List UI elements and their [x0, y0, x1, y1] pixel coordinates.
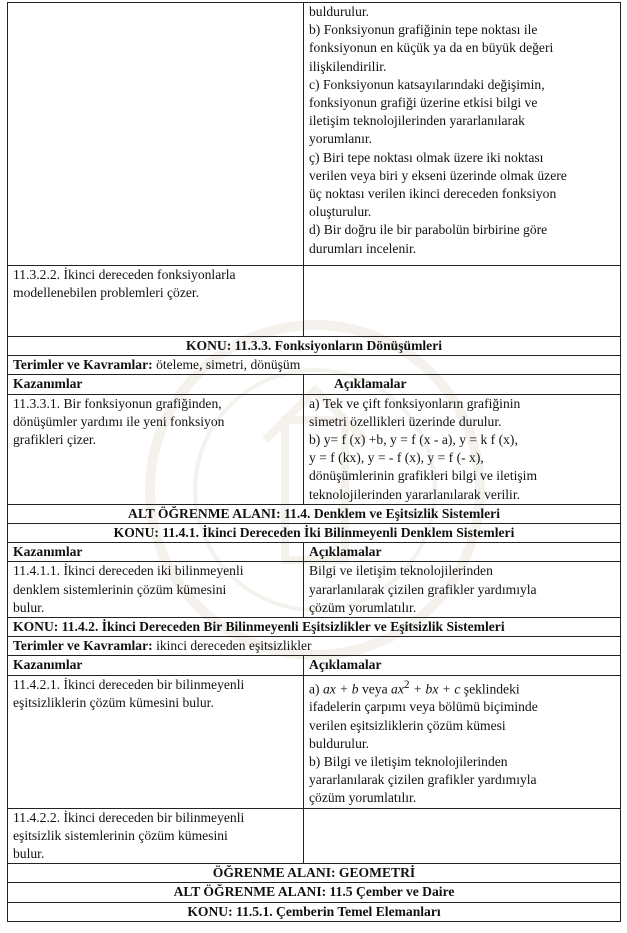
- outcome-row-11422: [8, 808, 621, 864]
- learning-area-geometry: ÖĞRENME ALANI: GEOMETRİ: [8, 864, 621, 883]
- header-kazanimlar: Kazanımlar: [8, 543, 304, 562]
- terms-row-1133: Terimler ve Kavramlar: öteleme, simetri, dönüşüm: [8, 356, 621, 375]
- outcome-11411: 11.4.1.1. İkinci dereceden iki bilinmeyenli denklem sistemlerinin çözüm kümesini bulur.: [8, 562, 304, 618]
- curriculum-table: [7, 2, 621, 922]
- intro-explanations: buldurulur. b) Fonksiyonun grafiğinin tepe noktası ile fonksiyonun en küçük ya da en büyük değeri ilişkilendirilir. c) Fonksiyonun katsayılarındaki değişimin, fonksiyonun grafiği üzerine etkisi bilgi ve iletişim teknolojilerinden yararlanılarak yorumlanır. ç) Biri tepe noktası olmak üzere iki noktası verilen veya biri y ekseni üzerinde olmak üzere üç noktası verilen ikinci dereceden fonksiyon oluşturulur. d) Bir doğru ile bir parabolün birbirine göre durumları incelenir.: [304, 3, 621, 266]
- outcome-11421: 11.4.2.1. İkinci dereceden bir bilinmeyenli eşitsizliklerin çözüm kümesini bulur.: [8, 675, 304, 808]
- outcome-11422: 11.4.2.2. İkinci dereceden bir bilinmeyenli eşitsizlik sistemlerinin çözüm kümesini bulur.: [8, 808, 304, 864]
- header-aciklamalar: Açıklamalar: [304, 543, 621, 562]
- topic-heading-1142: KONU: 11.4.2. İkinci Dereceden Bir Bilinmeyenli Eşitsizlikler ve Eşitsizlik Sistemleri: [8, 618, 621, 637]
- header-aciklamalar: Açıklamalar: [304, 656, 621, 675]
- formula-line: a) ax + b veya $ax^2$ + bx + c şeklindeki: [309, 678, 520, 697]
- topic-heading-1141: KONU: 11.4.1. İkinci Dereceden İki Bilinmeyenli Denklem Sistemleri: [8, 524, 621, 543]
- outcome-row-11411: [8, 562, 621, 618]
- outcome-11322: 11.3.2.2. İkinci dereceden fonksiyonlarla modellenebilen problemleri çözer.: [8, 266, 304, 337]
- topic-heading-1133: KONU: 11.3.3. Fonksiyonların Dönüşümleri: [8, 337, 621, 356]
- explanation-11331: a) Tek ve çift fonksiyonların grafiğinin simetri özellikleri üzerinde durulur. b) y= f (x) +b, y = f (x - a), y = k f (x), y = f (kx), y = - f (x), y = f (- x), dönüşümlerinin grafikleri bilgi ve iletişim teknolojilerinden yararlanılarak verilir.: [304, 394, 621, 504]
- header-aciklamalar: Açıklamalar: [304, 375, 621, 394]
- explanation-11411: Bilgi ve iletişim teknolojilerinden yararlanılarak çizilen grafikler yardımıyla çözüm yorumlatılır.: [304, 562, 621, 618]
- explanation-11421: a) ax + b veya $ax^2$ + bx + c şeklindeki ifadelerin çarpımı veya bölümü biçiminde verilen eşitsizliklerin çözüm kümesi buldurulur. b) Bilgi ve iletişim teknolojilerinden yararlanılarak çizilen grafikler yardımıyla çözüm yorumlatılır.: [304, 675, 621, 808]
- intro-row: [8, 3, 621, 266]
- sub-learning-area-115: ALT ÖĞRENME ALANI: 11.5 Çember ve Daire: [8, 883, 621, 902]
- outcome-row-11322: [8, 266, 621, 337]
- sub-learning-area-114: ALT ÖĞRENME ALANI: 11.4. Denklem ve Eşitsizlik Sistemleri: [8, 504, 621, 523]
- outcome-row-11331: [8, 394, 621, 504]
- outcome-11331: 11.3.3.1. Bir fonksiyonun grafiğinden, dönüşümler yardımı ile yeni fonksiyon grafikleri çizer.: [8, 394, 304, 504]
- header-kazanimlar: Kazanımlar: [8, 375, 304, 394]
- outcome-row-11421: [8, 675, 621, 808]
- header-kazanimlar: Kazanımlar: [8, 656, 304, 675]
- topic-heading-1151: KONU: 11.5.1. Çemberin Temel Elemanları: [8, 902, 621, 921]
- terms-row-1142: Terimler ve Kavramlar: ikinci dereceden eşitsizlikler: [8, 637, 621, 656]
